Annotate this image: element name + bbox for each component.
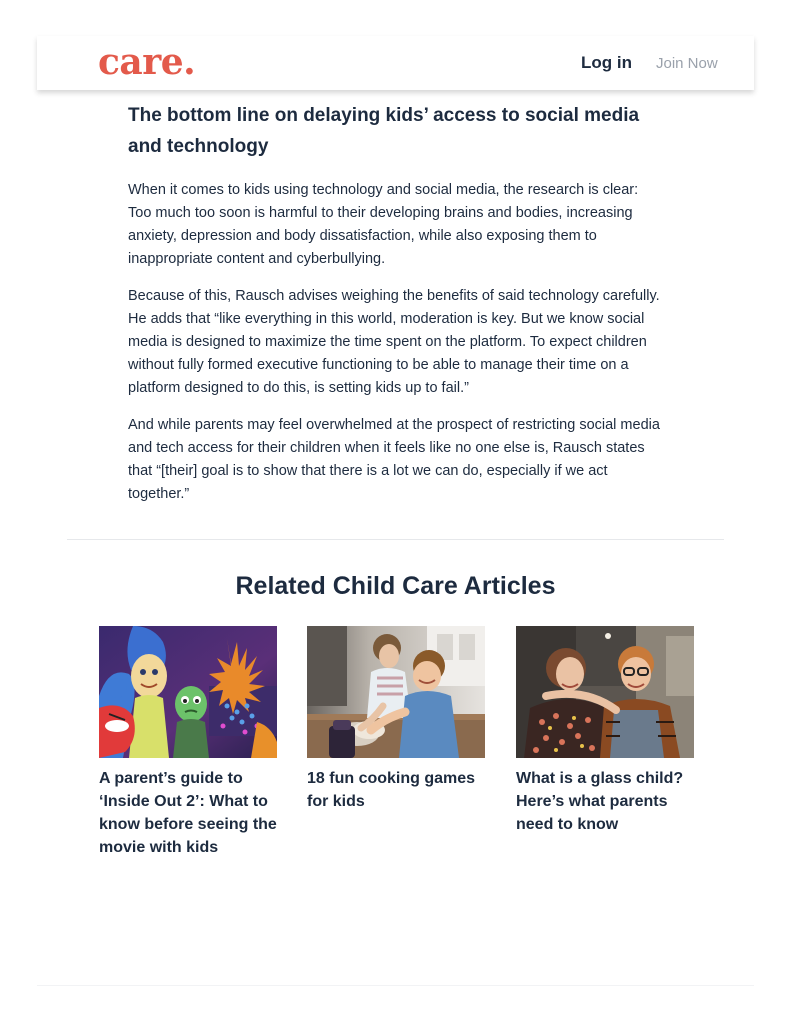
section-divider: [67, 539, 724, 540]
article-thumbnail-image[interactable]: [99, 626, 277, 758]
related-article-card[interactable]: [307, 626, 485, 813]
article-thumbnail-image[interactable]: [307, 626, 485, 758]
article-paragraph: Because of this, Rausch advises weighing the benefits of said technology carefully. He adds that “like everything in this world, moderation is key. But we know social media is designed to maximize the time spent on the platform. To expect children without fully formed executive functioning to be able to manage their time on a platform designed to do this, is setting kids up to fail.”: [128, 288, 660, 396]
article-card-title[interactable]: A parent’s guide to ‘Inside Out 2’: What to know before seeing the movie with kids: [99, 770, 277, 856]
article-heading: The bottom line on delaying kids’ access to social media and technology: [128, 105, 640, 157]
article-section: [128, 100, 663, 520]
article-card-title[interactable]: 18 fun cooking games for kids: [307, 770, 476, 810]
article-paragraph: And while parents may feel overwhelmed at the prospect of restricting social media and tech access for their children when it feels like no one else is, Rausch states that “[their] goal is to show that there is a lot we can do, especially if we act together.”: [128, 417, 660, 502]
login-link[interactable]: Log in: [581, 53, 632, 72]
footer-divider: [37, 985, 754, 986]
article-thumbnail-image[interactable]: [516, 626, 694, 758]
related-articles-title: Related Child Care Articles: [235, 572, 556, 600]
related-article-card[interactable]: [516, 626, 694, 836]
related-article-card[interactable]: [99, 626, 277, 859]
care-logo[interactable]: care.: [98, 41, 196, 83]
article-paragraph: When it comes to kids using technology and social media, the research is clear: Too much too soon is harmful to their developing brains and bodies, increasing anxiety, depression and body dissatisfaction, while also exposing them to inappropriate content and cyberbullying.: [128, 182, 639, 267]
join-now-link[interactable]: Join Now: [656, 55, 718, 72]
site-header: [37, 36, 754, 90]
article-card-title[interactable]: What is a glass child? Here’s what parents need to know: [516, 770, 684, 833]
